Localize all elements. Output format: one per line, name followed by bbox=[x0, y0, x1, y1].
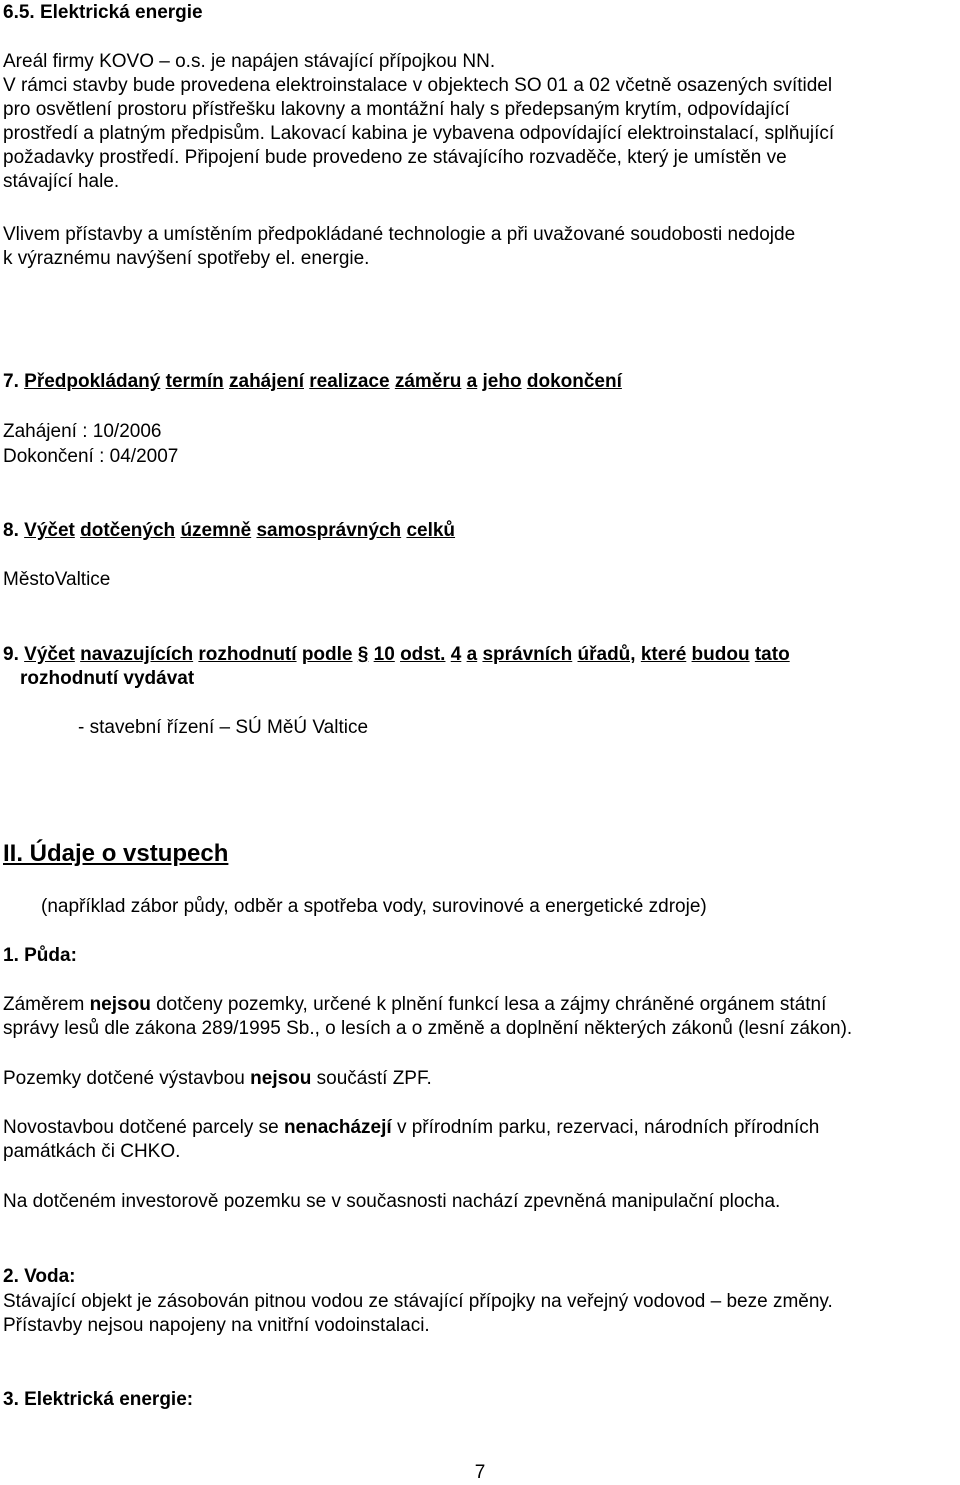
heading-word: územně bbox=[180, 520, 252, 541]
text-line bbox=[3, 993, 958, 1017]
heading-word: samosprávných bbox=[256, 520, 402, 541]
text-run: součástí ZPF. bbox=[311, 1068, 432, 1089]
water-paragraph bbox=[3, 1290, 958, 1338]
text-line: správy lesů dle zákona 289/1995 Sb., o lesích a o změně a doplnění některých zákonů (lesní zákon). bbox=[3, 1018, 853, 1039]
emphasis: nenacházejí bbox=[283, 1117, 392, 1138]
municipality: MěstoValtice bbox=[3, 569, 111, 590]
text-line: V rámci stavby bude provedena elektroinstalace v objektech SO 01 a 02 včetně osazených svítidel bbox=[3, 75, 833, 96]
subsection-heading-water: 2. Voda: bbox=[3, 1266, 76, 1287]
section-heading-6-5: 6.5. Elektrická energie bbox=[3, 2, 203, 23]
text-line: Areál firmy KOVO – o.s. je napájen stávající přípojkou NN. bbox=[3, 51, 496, 72]
heading-word: správních bbox=[482, 644, 573, 665]
heading-word: úřadů, bbox=[577, 644, 636, 665]
paragraph-consumption bbox=[3, 223, 958, 271]
heading-word: které bbox=[640, 644, 687, 665]
start-date: Zahájení : 10/2006 bbox=[3, 421, 162, 442]
text-run: Novostavbou dotčené parcely se bbox=[3, 1117, 284, 1138]
heading-word: Předpokládaný bbox=[24, 371, 161, 392]
subsection-heading-electricity: 3. Elektrická energie: bbox=[3, 1389, 194, 1410]
text-run: Pozemky dotčené výstavbou bbox=[3, 1068, 251, 1089]
text-line: Vlivem přístavby a umístěním předpokládané technologie a při uvažované soudobosti nedojde bbox=[3, 224, 796, 245]
section-number: 9. bbox=[3, 644, 19, 665]
text-line: pro osvětlení prostoru přístřešku lakovny a montážní haly s předepsaným krytím, odpovídající bbox=[3, 99, 790, 120]
text-run: Záměrem bbox=[3, 994, 90, 1015]
text-line bbox=[3, 1116, 958, 1140]
heading-word: Výčet bbox=[24, 520, 75, 541]
text-line: prostředí a platným předpisům. Lakovací kabina je vybavena odpovídající elektroinstalací, splňující bbox=[3, 123, 835, 144]
heading-word: rozhodnutí bbox=[198, 644, 297, 665]
heading-word: 4 bbox=[450, 644, 462, 665]
heading-word: a bbox=[466, 644, 478, 665]
heading-word: celků bbox=[406, 520, 456, 541]
heading-word: zahájení bbox=[229, 371, 304, 392]
heading-word: budou bbox=[691, 644, 750, 665]
subsection-heading-soil: 1. Půda: bbox=[3, 945, 77, 966]
section-number: 8. bbox=[3, 520, 19, 541]
decision-item: - stavební řízení – SÚ MěÚ Valtice bbox=[78, 717, 369, 738]
heading-word: termín bbox=[165, 371, 224, 392]
heading-word: realizace bbox=[309, 371, 390, 392]
soil-paragraph-3 bbox=[3, 1116, 958, 1164]
end-date: Dokončení : 04/2007 bbox=[3, 446, 179, 467]
section-heading-7 bbox=[3, 370, 958, 394]
soil-paragraph-2 bbox=[3, 1067, 958, 1091]
paragraph-electrical bbox=[3, 74, 958, 194]
emphasis: nejsou bbox=[250, 1068, 312, 1089]
section-heading-8 bbox=[3, 519, 958, 543]
text-line: památkách či CHKO. bbox=[3, 1141, 181, 1162]
heading-word: tato bbox=[754, 644, 790, 665]
inputs-note: (například zábor půdy, odběr a spotřeba vody, surovinové a energetické zdroje) bbox=[41, 896, 707, 917]
heading-word: navazujících bbox=[80, 644, 194, 665]
text-line: požadavky prostředí. Připojení bude provedeno ze stávajícího rozvaděče, který je umístěn ve bbox=[3, 147, 787, 168]
page-number: 7 bbox=[474, 1462, 486, 1483]
heading-word: dotčených bbox=[80, 520, 176, 541]
text-line: Přístavby nejsou napojeny na vnitřní vodoinstalaci. bbox=[3, 1315, 430, 1336]
section-heading-ii: II. Údaje o vstupech bbox=[3, 840, 229, 867]
section-heading-9 bbox=[3, 643, 958, 667]
emphasis: nejsou bbox=[89, 994, 151, 1015]
heading-word: Výčet bbox=[24, 644, 75, 665]
soil-paragraph-4: Na dotčeném investorově pozemku se v současnosti nachází zpevněná manipulační plocha. bbox=[3, 1191, 781, 1212]
soil-paragraph-1 bbox=[3, 993, 958, 1041]
paragraph-sign: § bbox=[357, 644, 369, 665]
text-line: k výraznému navýšení spotřeby el. energie. bbox=[3, 248, 370, 269]
heading-word: 10 bbox=[373, 644, 395, 665]
heading-word: odst. bbox=[400, 644, 446, 665]
heading-word: a bbox=[466, 371, 478, 392]
heading-word: jeho bbox=[482, 371, 522, 392]
heading-word: podle bbox=[301, 644, 353, 665]
text-line: stávající hale. bbox=[3, 171, 120, 192]
heading-continuation: rozhodnutí vydávat bbox=[20, 668, 195, 689]
text-run: dotčeny pozemky, určené k plnění funkcí lesa a zájmy chráněné orgánem státní bbox=[150, 994, 827, 1015]
heading-word: dokončení bbox=[526, 371, 622, 392]
text-line: Stávající objekt je zásobován pitnou vodou ze stávající přípojky na veřejný vodovod – beze změny. bbox=[3, 1291, 833, 1312]
section-number: 7. bbox=[3, 371, 19, 392]
heading-word: záměru bbox=[394, 371, 462, 392]
text-run: v přírodním parku, rezervaci, národních přírodních bbox=[391, 1117, 820, 1138]
